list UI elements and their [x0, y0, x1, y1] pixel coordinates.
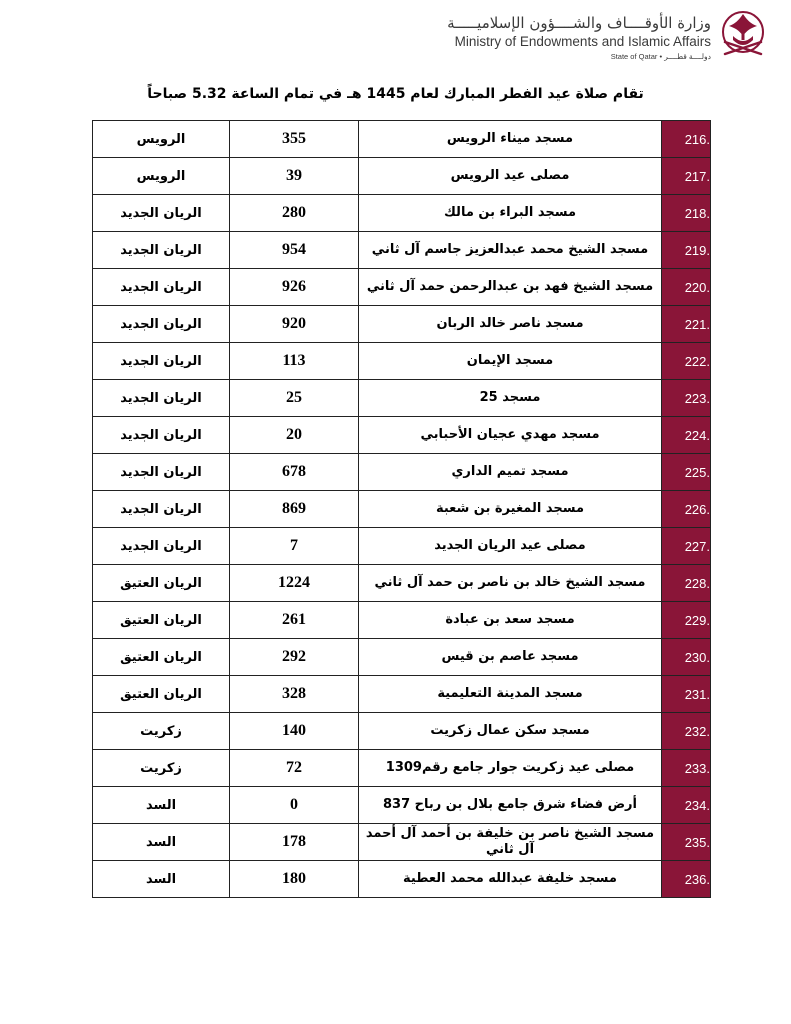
area-name: الريان العتيق — [93, 676, 230, 713]
area-name: الريان الجديد — [93, 491, 230, 528]
table-row — [93, 824, 711, 861]
row-number: 235. — [662, 824, 711, 861]
area-name: الريان الجديد — [93, 306, 230, 343]
area-name: الريان العتيق — [93, 639, 230, 676]
area-name: الريان الجديد — [93, 232, 230, 269]
table-row — [93, 787, 711, 824]
row-number: 233. — [662, 750, 711, 787]
table-row — [93, 158, 711, 195]
area-name: الريان الجديد — [93, 195, 230, 232]
capacity-value: 0 — [230, 787, 359, 824]
mosque-name: مسجد خليفة عبدالله محمد العطية — [359, 861, 662, 898]
capacity-value: 280 — [230, 195, 359, 232]
ministry-name-ar: وزارة الأوقــــاف والشــــؤون الإسلاميـــــة — [447, 14, 711, 32]
mosque-name: مسجد 25 — [359, 380, 662, 417]
page-header — [0, 0, 791, 70]
table-row — [93, 417, 711, 454]
table-row — [93, 380, 711, 417]
area-name: الرويس — [93, 158, 230, 195]
capacity-value: 869 — [230, 491, 359, 528]
capacity-value: 113 — [230, 343, 359, 380]
capacity-value: 292 — [230, 639, 359, 676]
mosque-name: مسجد ناصر خالد الربان — [359, 306, 662, 343]
row-number: 227. — [662, 528, 711, 565]
area-name: الريان الجديد — [93, 417, 230, 454]
mosque-name: مسجد الشيخ فهد بن عبدالرحمن حمد آل ثاني — [359, 269, 662, 306]
capacity-value: 678 — [230, 454, 359, 491]
table-row — [93, 750, 711, 787]
table-row — [93, 676, 711, 713]
capacity-value: 140 — [230, 713, 359, 750]
capacity-value: 954 — [230, 232, 359, 269]
table-row — [93, 639, 711, 676]
row-number: 230. — [662, 639, 711, 676]
mosque-name: مسجد عاصم بن قيس — [359, 639, 662, 676]
capacity-value: 72 — [230, 750, 359, 787]
row-number: 225. — [662, 454, 711, 491]
table-row — [93, 454, 711, 491]
table-row — [93, 121, 711, 158]
capacity-value: 178 — [230, 824, 359, 861]
mosque-name: مصلى عيد الرويس — [359, 158, 662, 195]
capacity-value: 7 — [230, 528, 359, 565]
area-name: الريان الجديد — [93, 269, 230, 306]
row-number: 224. — [662, 417, 711, 454]
area-name: السد — [93, 787, 230, 824]
area-name: زكريت — [93, 713, 230, 750]
row-number: 221. — [662, 306, 711, 343]
capacity-value: 20 — [230, 417, 359, 454]
row-number: 229. — [662, 602, 711, 639]
mosque-name: مسجد الشيخ ناصر بن خليفة بن أحمد آل أحمد آل ثاني — [359, 824, 662, 861]
area-name: السد — [93, 824, 230, 861]
row-number: 223. — [662, 380, 711, 417]
table-row — [93, 306, 711, 343]
mosque-name: مسجد المغيرة بن شعبة — [359, 491, 662, 528]
capacity-value: 261 — [230, 602, 359, 639]
mosque-name: مسجد البراء بن مالك — [359, 195, 662, 232]
capacity-value: 920 — [230, 306, 359, 343]
mosque-name: مسجد الإيمان — [359, 343, 662, 380]
mosque-name: مسجد سكن عمال زكريت — [359, 713, 662, 750]
row-number: 236. — [662, 861, 711, 898]
table-row — [93, 269, 711, 306]
area-name: زكريت — [93, 750, 230, 787]
area-name: الريان الجديد — [93, 343, 230, 380]
ministry-logo-text — [447, 14, 711, 61]
mosque-name: مسجد تميم الداري — [359, 454, 662, 491]
mosque-name: مسجد الشيخ محمد عبدالعزيز جاسم آل ثاني — [359, 232, 662, 269]
area-name: الريان الجديد — [93, 528, 230, 565]
area-name: الريان العتيق — [93, 565, 230, 602]
table-row — [93, 602, 711, 639]
mosque-name: مسجد مهدي عجيان الأحبابي — [359, 417, 662, 454]
row-number: 226. — [662, 491, 711, 528]
row-number: 228. — [662, 565, 711, 602]
table-row — [93, 861, 711, 898]
table-row — [93, 528, 711, 565]
row-number: 218. — [662, 195, 711, 232]
mosque-name: مسجد ميناء الرويس — [359, 121, 662, 158]
capacity-value: 1224 — [230, 565, 359, 602]
area-name: الريان الجديد — [93, 454, 230, 491]
capacity-value: 180 — [230, 861, 359, 898]
state-label: State of Qatar • دولــــة قطــــر — [610, 52, 711, 61]
table-row — [93, 713, 711, 750]
row-number: 220. — [662, 269, 711, 306]
capacity-value: 39 — [230, 158, 359, 195]
area-name: الرويس — [93, 121, 230, 158]
mosque-name: مسجد المدينة التعليمية — [359, 676, 662, 713]
table-row — [93, 565, 711, 602]
area-name: السد — [93, 861, 230, 898]
table-row — [93, 195, 711, 232]
ministry-name-en: Ministry of Endowments and Islamic Affairs — [454, 34, 711, 49]
table-row — [93, 343, 711, 380]
row-number: 232. — [662, 713, 711, 750]
mosque-name: مسجد سعد بن عبادة — [359, 602, 662, 639]
capacity-value: 355 — [230, 121, 359, 158]
mosque-name: أرض فضاء شرق جامع بلال بن رباح 837 — [359, 787, 662, 824]
capacity-value: 926 — [230, 269, 359, 306]
row-number: 217. — [662, 158, 711, 195]
capacity-value: 25 — [230, 380, 359, 417]
mosque-name: مصلى عيد الريان الجديد — [359, 528, 662, 565]
row-number: 222. — [662, 343, 711, 380]
area-name: الريان العتيق — [93, 602, 230, 639]
row-number: 219. — [662, 232, 711, 269]
qatar-emblem-icon — [717, 6, 769, 64]
area-name: الريان الجديد — [93, 380, 230, 417]
table-row — [93, 232, 711, 269]
table-row — [93, 491, 711, 528]
capacity-value: 328 — [230, 676, 359, 713]
row-number: 231. — [662, 676, 711, 713]
row-number: 234. — [662, 787, 711, 824]
mosque-name: مسجد الشيخ خالد بن ناصر بن حمد آل ثاني — [359, 565, 662, 602]
page-title: تقام صلاة عيد الفطر المبارك لعام 1445 هـ في تمام الساعة 5.32 صباحاً — [147, 86, 644, 102]
mosque-name: مصلى عيد زكريت جوار جامع رقم1309 — [359, 750, 662, 787]
mosque-table — [92, 120, 711, 898]
row-number: 216. — [662, 121, 711, 158]
